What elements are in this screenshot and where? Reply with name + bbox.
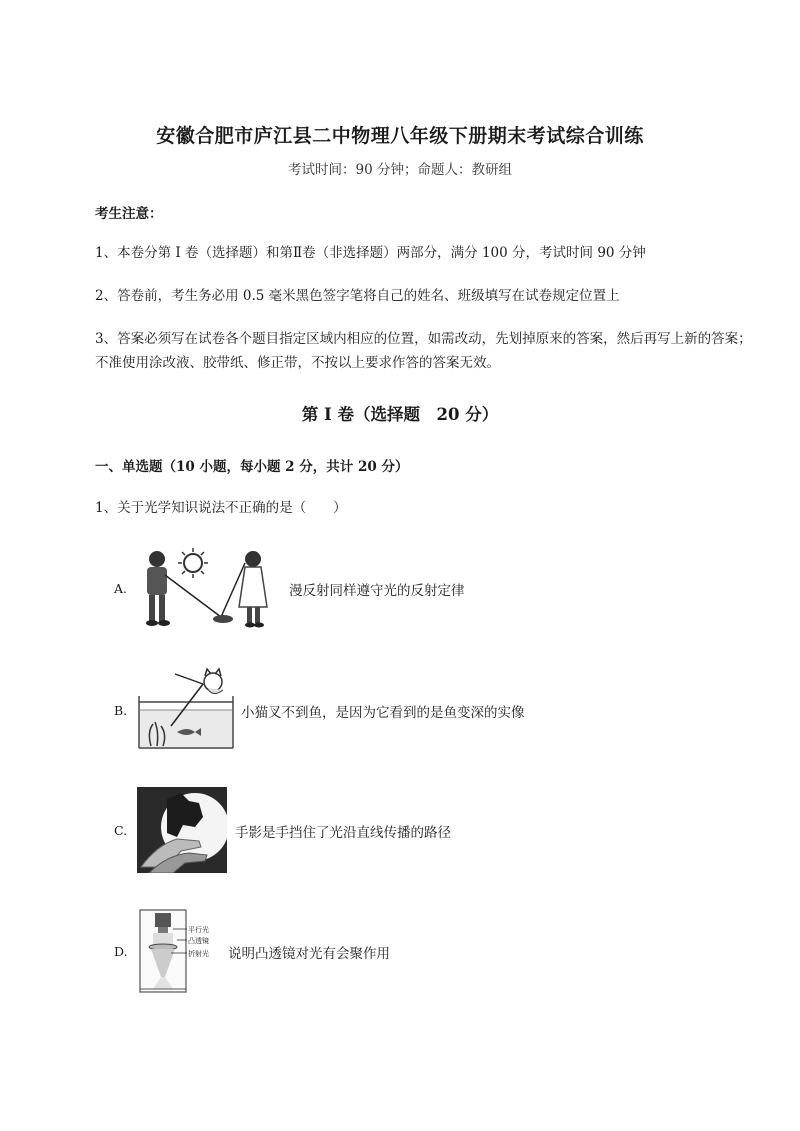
page-title: 安徽合肥市庐江县二中物理八年级下册期末考试综合训练: [156, 125, 644, 147]
option-d-text: 说明凸透镜对光有会聚作用: [228, 946, 390, 962]
diffuse-reflection-figure: [135, 545, 283, 631]
convex-lens-figure: [137, 907, 225, 995]
section-title: 第 I 卷（选择题 20 分）: [301, 405, 499, 424]
option-b-letter: B.: [114, 703, 128, 718]
part-title: 一、单选题（10 小题，每小题 2 分，共计 20 分）: [95, 459, 409, 475]
question-1-stem: 1、关于光学知识说法不正确的是（ ）: [95, 500, 347, 516]
notice-item-2: 2、答卷前，考生务必用 0.5 毫米黑色签字笔将自己的姓名、班级填写在试卷规定位置上: [95, 288, 620, 304]
option-a-letter: A.: [114, 581, 128, 596]
option-b-text: 小猫叉不到鱼，是因为它看到的是鱼变深的实像: [241, 705, 525, 721]
notice-item-1: 1、本卷分第 I 卷（选择题）和第Ⅱ卷（非选择题）两部分，满分 100 分，考试时间 90 分钟: [95, 245, 646, 261]
notice-item-3: 3、答案必须写在试卷各个题目指定区域内相应的位置，如需改动，先划掉原来的答案，然后再写上新的答案；不准使用涂改液、胶带纸、修正带，不按以上要求作答的答案无效。: [95, 331, 752, 371]
option-a-text: 漫反射同样遵守光的反射定律: [289, 583, 465, 599]
label-refracted-light: 折射光: [188, 950, 209, 958]
option-c-text: 手影是手挡住了光沿直线传播的路径: [235, 825, 451, 841]
exam-info: 考试时间：90 分钟；命题人：教研组: [288, 162, 512, 178]
label-convex-lens: 凸透镜: [188, 937, 209, 945]
notice-heading: 考生注意：: [95, 206, 163, 222]
option-c-letter: C.: [114, 823, 128, 838]
cat-fishing-figure: [137, 666, 235, 750]
option-d-letter: D.: [114, 944, 128, 959]
hand-shadow-figure: [137, 787, 227, 873]
label-parallel-light: 平行光: [188, 926, 209, 934]
